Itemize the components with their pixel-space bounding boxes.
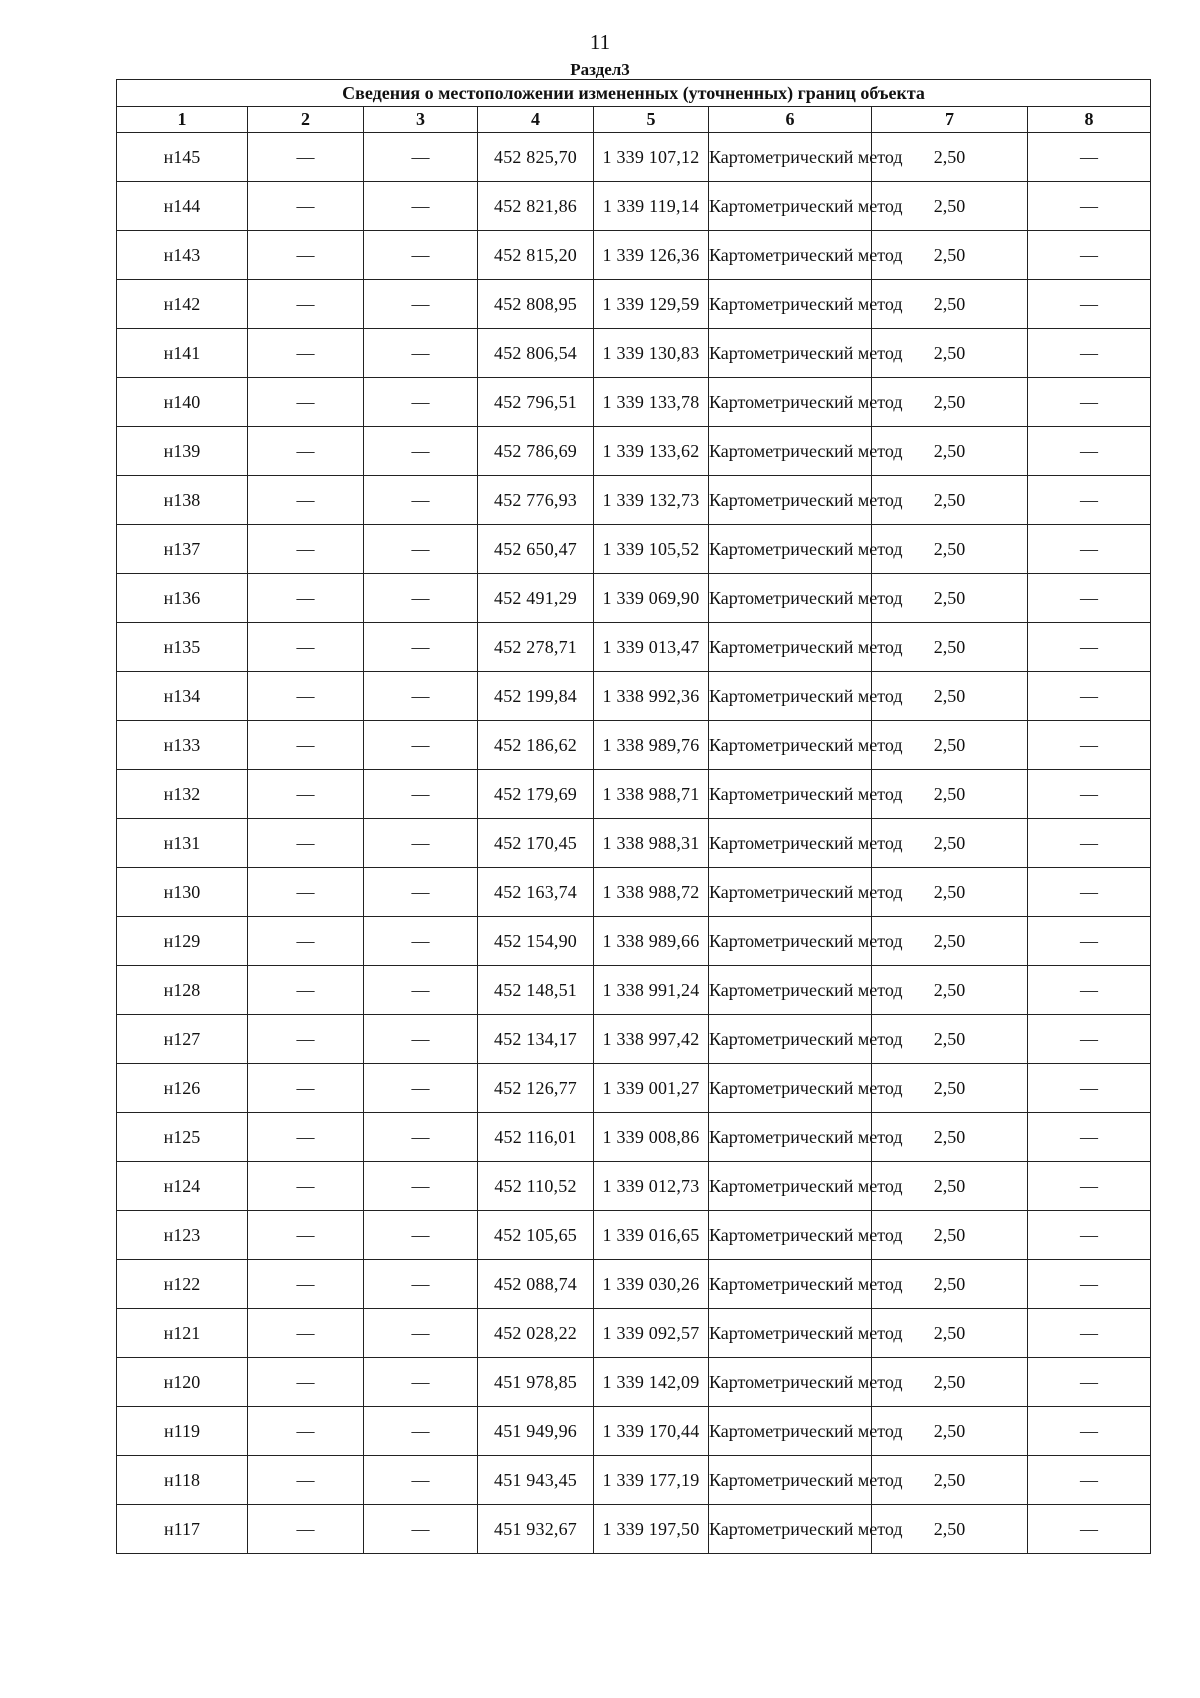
table-row <box>117 1015 1151 1064</box>
method-cell: Картометрический метод <box>709 966 872 1015</box>
table-row <box>117 1260 1151 1309</box>
dash-cell: — <box>364 1162 478 1211</box>
dash-cell: — <box>364 721 478 770</box>
table-row <box>117 427 1151 476</box>
precision-cell: 2,50 <box>872 770 1028 819</box>
y-coordinate-cell: 1 338 991,24 <box>594 966 709 1015</box>
dash-cell: — <box>248 427 364 476</box>
table-row <box>117 623 1151 672</box>
column-number: 4 <box>478 107 594 133</box>
table-row <box>117 1113 1151 1162</box>
x-coordinate-cell: 452 825,70 <box>478 133 594 182</box>
y-coordinate-cell: 1 338 997,42 <box>594 1015 709 1064</box>
dash-cell: — <box>364 133 478 182</box>
dash-cell: — <box>248 1113 364 1162</box>
dash-cell: — <box>248 280 364 329</box>
method-cell: Картометрический метод <box>709 1260 872 1309</box>
method-cell: Картометрический метод <box>709 721 872 770</box>
point-name-cell: н143 <box>117 231 248 280</box>
y-coordinate-cell: 1 338 988,71 <box>594 770 709 819</box>
point-name-cell: н122 <box>117 1260 248 1309</box>
point-name-cell: н136 <box>117 574 248 623</box>
dash-cell: — <box>248 1064 364 1113</box>
dash-cell: — <box>364 525 478 574</box>
dash-cell: — <box>1028 476 1151 525</box>
column-number: 5 <box>594 107 709 133</box>
table-row <box>117 378 1151 427</box>
y-coordinate-cell: 1 338 992,36 <box>594 672 709 721</box>
dash-cell: — <box>248 623 364 672</box>
dash-cell: — <box>364 770 478 819</box>
table-row <box>117 1358 1151 1407</box>
dash-cell: — <box>248 1162 364 1211</box>
dash-cell: — <box>248 1015 364 1064</box>
column-number: 6 <box>709 107 872 133</box>
dash-cell: — <box>1028 1113 1151 1162</box>
dash-cell: — <box>364 329 478 378</box>
dash-cell: — <box>1028 182 1151 231</box>
precision-cell: 2,50 <box>872 721 1028 770</box>
dash-cell: — <box>248 1505 364 1554</box>
dash-cell: — <box>248 1358 364 1407</box>
precision-cell: 2,50 <box>872 1260 1028 1309</box>
dash-cell: — <box>1028 1309 1151 1358</box>
point-name-cell: н133 <box>117 721 248 770</box>
point-name-cell: н124 <box>117 1162 248 1211</box>
method-cell: Картометрический метод <box>709 574 872 623</box>
dash-cell: — <box>364 819 478 868</box>
table-row <box>117 1064 1151 1113</box>
precision-cell: 2,50 <box>872 1309 1028 1358</box>
dash-cell: — <box>248 231 364 280</box>
column-number: 8 <box>1028 107 1151 133</box>
y-coordinate-cell: 1 339 133,78 <box>594 378 709 427</box>
table-row <box>117 868 1151 917</box>
column-number: 1 <box>117 107 248 133</box>
dash-cell: — <box>364 378 478 427</box>
column-number: 2 <box>248 107 364 133</box>
table-row <box>117 721 1151 770</box>
table-row <box>117 525 1151 574</box>
dash-cell: — <box>1028 721 1151 770</box>
dash-cell: — <box>1028 1358 1151 1407</box>
dash-cell: — <box>1028 133 1151 182</box>
method-cell: Картометрический метод <box>709 1113 872 1162</box>
x-coordinate-cell: 452 796,51 <box>478 378 594 427</box>
point-name-cell: н138 <box>117 476 248 525</box>
precision-cell: 2,50 <box>872 966 1028 1015</box>
dash-cell: — <box>1028 1162 1151 1211</box>
precision-cell: 2,50 <box>872 623 1028 672</box>
point-name-cell: н120 <box>117 1358 248 1407</box>
table-row <box>117 1456 1151 1505</box>
method-cell: Картометрический метод <box>709 868 872 917</box>
method-cell: Картометрический метод <box>709 525 872 574</box>
precision-cell: 2,50 <box>872 329 1028 378</box>
x-coordinate-cell: 452 806,54 <box>478 329 594 378</box>
dash-cell: — <box>1028 1260 1151 1309</box>
precision-cell: 2,50 <box>872 280 1028 329</box>
dash-cell: — <box>1028 1064 1151 1113</box>
x-coordinate-cell: 452 105,65 <box>478 1211 594 1260</box>
dash-cell: — <box>364 1358 478 1407</box>
column-number: 7 <box>872 107 1028 133</box>
precision-cell: 2,50 <box>872 476 1028 525</box>
dash-cell: — <box>248 868 364 917</box>
y-coordinate-cell: 1 339 012,73 <box>594 1162 709 1211</box>
method-cell: Картометрический метод <box>709 476 872 525</box>
dash-cell: — <box>1028 1015 1151 1064</box>
x-coordinate-cell: 452 088,74 <box>478 1260 594 1309</box>
table-row <box>117 819 1151 868</box>
x-coordinate-cell: 451 978,85 <box>478 1358 594 1407</box>
table-row <box>117 133 1151 182</box>
table-body <box>117 133 1151 1554</box>
x-coordinate-cell: 452 126,77 <box>478 1064 594 1113</box>
x-coordinate-cell: 452 650,47 <box>478 525 594 574</box>
method-cell: Картометрический метод <box>709 917 872 966</box>
point-name-cell: н125 <box>117 1113 248 1162</box>
precision-cell: 2,50 <box>872 427 1028 476</box>
dash-cell: — <box>248 672 364 721</box>
method-cell: Картометрический метод <box>709 1505 872 1554</box>
page-number: 11 <box>589 30 611 54</box>
y-coordinate-cell: 1 338 989,66 <box>594 917 709 966</box>
point-name-cell: н141 <box>117 329 248 378</box>
precision-cell: 2,50 <box>872 1015 1028 1064</box>
dash-cell: — <box>248 574 364 623</box>
table-row <box>117 966 1151 1015</box>
dash-cell: — <box>364 1309 478 1358</box>
dash-cell: — <box>1028 231 1151 280</box>
precision-cell: 2,50 <box>872 1211 1028 1260</box>
point-name-cell: н126 <box>117 1064 248 1113</box>
x-coordinate-cell: 452 821,86 <box>478 182 594 231</box>
dash-cell: — <box>364 182 478 231</box>
dash-cell: — <box>1028 1456 1151 1505</box>
y-coordinate-cell: 1 339 129,59 <box>594 280 709 329</box>
table-row <box>117 1211 1151 1260</box>
y-coordinate-cell: 1 339 092,57 <box>594 1309 709 1358</box>
table-row <box>117 182 1151 231</box>
dash-cell: — <box>248 819 364 868</box>
x-coordinate-cell: 452 110,52 <box>478 1162 594 1211</box>
dash-cell: — <box>364 868 478 917</box>
table-row <box>117 917 1151 966</box>
dash-cell: — <box>248 476 364 525</box>
precision-cell: 2,50 <box>872 868 1028 917</box>
x-coordinate-cell: 452 786,69 <box>478 427 594 476</box>
dash-cell: — <box>248 721 364 770</box>
dash-cell: — <box>248 182 364 231</box>
y-coordinate-cell: 1 339 105,52 <box>594 525 709 574</box>
method-cell: Картометрический метод <box>709 623 872 672</box>
point-name-cell: н129 <box>117 917 248 966</box>
dash-cell: — <box>248 133 364 182</box>
precision-cell: 2,50 <box>872 133 1028 182</box>
method-cell: Картометрический метод <box>709 329 872 378</box>
dash-cell: — <box>364 280 478 329</box>
dash-cell: — <box>364 427 478 476</box>
point-name-cell: н140 <box>117 378 248 427</box>
precision-cell: 2,50 <box>872 1456 1028 1505</box>
x-coordinate-cell: 451 943,45 <box>478 1456 594 1505</box>
dash-cell: — <box>248 1211 364 1260</box>
method-cell: Картометрический метод <box>709 427 872 476</box>
point-name-cell: н131 <box>117 819 248 868</box>
y-coordinate-cell: 1 338 988,72 <box>594 868 709 917</box>
y-coordinate-cell: 1 338 988,31 <box>594 819 709 868</box>
table-row <box>117 1407 1151 1456</box>
dash-cell: — <box>248 1260 364 1309</box>
method-cell: Картометрический метод <box>709 1064 872 1113</box>
dash-cell: — <box>248 378 364 427</box>
dash-cell: — <box>1028 329 1151 378</box>
y-coordinate-cell: 1 339 008,86 <box>594 1113 709 1162</box>
table-row <box>117 1505 1151 1554</box>
point-name-cell: н121 <box>117 1309 248 1358</box>
point-name-cell: н137 <box>117 525 248 574</box>
point-name-cell: н142 <box>117 280 248 329</box>
dash-cell: — <box>1028 378 1151 427</box>
y-coordinate-cell: 1 339 170,44 <box>594 1407 709 1456</box>
precision-cell: 2,50 <box>872 917 1028 966</box>
point-name-cell: н127 <box>117 1015 248 1064</box>
x-coordinate-cell: 452 815,20 <box>478 231 594 280</box>
dash-cell: — <box>364 1456 478 1505</box>
point-name-cell: н134 <box>117 672 248 721</box>
dash-cell: — <box>364 1113 478 1162</box>
y-coordinate-cell: 1 339 130,83 <box>594 329 709 378</box>
point-name-cell: н128 <box>117 966 248 1015</box>
y-coordinate-cell: 1 339 142,09 <box>594 1358 709 1407</box>
x-coordinate-cell: 452 154,90 <box>478 917 594 966</box>
x-coordinate-cell: 452 134,17 <box>478 1015 594 1064</box>
x-coordinate-cell: 452 186,62 <box>478 721 594 770</box>
precision-cell: 2,50 <box>872 1113 1028 1162</box>
y-coordinate-cell: 1 339 016,65 <box>594 1211 709 1260</box>
x-coordinate-cell: 452 028,22 <box>478 1309 594 1358</box>
method-cell: Картометрический метод <box>709 770 872 819</box>
method-cell: Картометрический метод <box>709 231 872 280</box>
y-coordinate-cell: 1 339 132,73 <box>594 476 709 525</box>
y-coordinate-cell: 1 339 119,14 <box>594 182 709 231</box>
dash-cell: — <box>1028 917 1151 966</box>
x-coordinate-cell: 452 148,51 <box>478 966 594 1015</box>
table-row <box>117 770 1151 819</box>
dash-cell: — <box>1028 1505 1151 1554</box>
dash-cell: — <box>1028 1211 1151 1260</box>
y-coordinate-cell: 1 339 197,50 <box>594 1505 709 1554</box>
dash-cell: — <box>364 672 478 721</box>
point-name-cell: н118 <box>117 1456 248 1505</box>
x-coordinate-cell: 451 949,96 <box>478 1407 594 1456</box>
point-name-cell: н132 <box>117 770 248 819</box>
precision-cell: 2,50 <box>872 231 1028 280</box>
y-coordinate-cell: 1 339 069,90 <box>594 574 709 623</box>
dash-cell: — <box>248 525 364 574</box>
table-row <box>117 1162 1151 1211</box>
dash-cell: — <box>1028 966 1151 1015</box>
dash-cell: — <box>1028 280 1151 329</box>
section-title: Раздел3 <box>570 60 630 79</box>
dash-cell: — <box>364 966 478 1015</box>
dash-cell: — <box>248 966 364 1015</box>
x-coordinate-cell: 451 932,67 <box>478 1505 594 1554</box>
x-coordinate-cell: 452 116,01 <box>478 1113 594 1162</box>
precision-cell: 2,50 <box>872 525 1028 574</box>
y-coordinate-cell: 1 339 133,62 <box>594 427 709 476</box>
y-coordinate-cell: 1 339 126,36 <box>594 231 709 280</box>
y-coordinate-cell: 1 339 001,27 <box>594 1064 709 1113</box>
x-coordinate-cell: 452 776,93 <box>478 476 594 525</box>
dash-cell: — <box>364 1260 478 1309</box>
method-cell: Картометрический метод <box>709 1211 872 1260</box>
point-name-cell: н119 <box>117 1407 248 1456</box>
x-coordinate-cell: 452 278,71 <box>478 623 594 672</box>
precision-cell: 2,50 <box>872 819 1028 868</box>
dash-cell: — <box>1028 427 1151 476</box>
dash-cell: — <box>364 917 478 966</box>
column-number: 3 <box>364 107 478 133</box>
table-row <box>117 1309 1151 1358</box>
dash-cell: — <box>364 574 478 623</box>
precision-cell: 2,50 <box>872 1064 1028 1113</box>
method-cell: Картометрический метод <box>709 182 872 231</box>
point-name-cell: н117 <box>117 1505 248 1554</box>
x-coordinate-cell: 452 179,69 <box>478 770 594 819</box>
dash-cell: — <box>1028 672 1151 721</box>
method-cell: Картометрический метод <box>709 133 872 182</box>
precision-cell: 2,50 <box>872 1407 1028 1456</box>
point-name-cell: н135 <box>117 623 248 672</box>
dash-cell: — <box>1028 819 1151 868</box>
precision-cell: 2,50 <box>872 378 1028 427</box>
dash-cell: — <box>248 770 364 819</box>
dash-cell: — <box>1028 574 1151 623</box>
point-name-cell: н145 <box>117 133 248 182</box>
table-row <box>117 280 1151 329</box>
table-row <box>117 329 1151 378</box>
dash-cell: — <box>364 476 478 525</box>
y-coordinate-cell: 1 339 030,26 <box>594 1260 709 1309</box>
dash-cell: — <box>364 1211 478 1260</box>
x-coordinate-cell: 452 491,29 <box>478 574 594 623</box>
boundary-coordinates-table <box>116 79 1151 1554</box>
dash-cell: — <box>248 1309 364 1358</box>
table-row <box>117 574 1151 623</box>
dash-cell: — <box>1028 770 1151 819</box>
dash-cell: — <box>1028 1407 1151 1456</box>
method-cell: Картометрический метод <box>709 1162 872 1211</box>
dash-cell: — <box>248 1456 364 1505</box>
precision-cell: 2,50 <box>872 1358 1028 1407</box>
precision-cell: 2,50 <box>872 182 1028 231</box>
method-cell: Картометрический метод <box>709 378 872 427</box>
point-name-cell: н144 <box>117 182 248 231</box>
table-row <box>117 672 1151 721</box>
dash-cell: — <box>364 1015 478 1064</box>
precision-cell: 2,50 <box>872 1162 1028 1211</box>
method-cell: Картометрический метод <box>709 1015 872 1064</box>
dash-cell: — <box>364 1407 478 1456</box>
table-row <box>117 231 1151 280</box>
x-coordinate-cell: 452 199,84 <box>478 672 594 721</box>
method-cell: Картометрический метод <box>709 672 872 721</box>
method-cell: Картометрический метод <box>709 1407 872 1456</box>
column-number-row <box>117 107 1151 133</box>
table-row <box>117 476 1151 525</box>
point-name-cell: н139 <box>117 427 248 476</box>
dash-cell: — <box>248 329 364 378</box>
precision-cell: 2,50 <box>872 1505 1028 1554</box>
x-coordinate-cell: 452 163,74 <box>478 868 594 917</box>
dash-cell: — <box>364 1064 478 1113</box>
dash-cell: — <box>248 1407 364 1456</box>
precision-cell: 2,50 <box>872 574 1028 623</box>
x-coordinate-cell: 452 808,95 <box>478 280 594 329</box>
method-cell: Картометрический метод <box>709 1358 872 1407</box>
dash-cell: — <box>1028 868 1151 917</box>
point-name-cell: н123 <box>117 1211 248 1260</box>
dash-cell: — <box>364 1505 478 1554</box>
x-coordinate-cell: 452 170,45 <box>478 819 594 868</box>
y-coordinate-cell: 1 339 013,47 <box>594 623 709 672</box>
point-name-cell: н130 <box>117 868 248 917</box>
method-cell: Картометрический метод <box>709 1309 872 1358</box>
dash-cell: — <box>248 917 364 966</box>
method-cell: Картометрический метод <box>709 819 872 868</box>
table-caption: Сведения о местоположении измененных (уточненных) границ объекта <box>117 80 1151 107</box>
dash-cell: — <box>1028 623 1151 672</box>
y-coordinate-cell: 1 338 989,76 <box>594 721 709 770</box>
y-coordinate-cell: 1 339 107,12 <box>594 133 709 182</box>
y-coordinate-cell: 1 339 177,19 <box>594 1456 709 1505</box>
precision-cell: 2,50 <box>872 672 1028 721</box>
dash-cell: — <box>1028 525 1151 574</box>
dash-cell: — <box>364 231 478 280</box>
dash-cell: — <box>364 623 478 672</box>
method-cell: Картометрический метод <box>709 280 872 329</box>
method-cell: Картометрический метод <box>709 1456 872 1505</box>
